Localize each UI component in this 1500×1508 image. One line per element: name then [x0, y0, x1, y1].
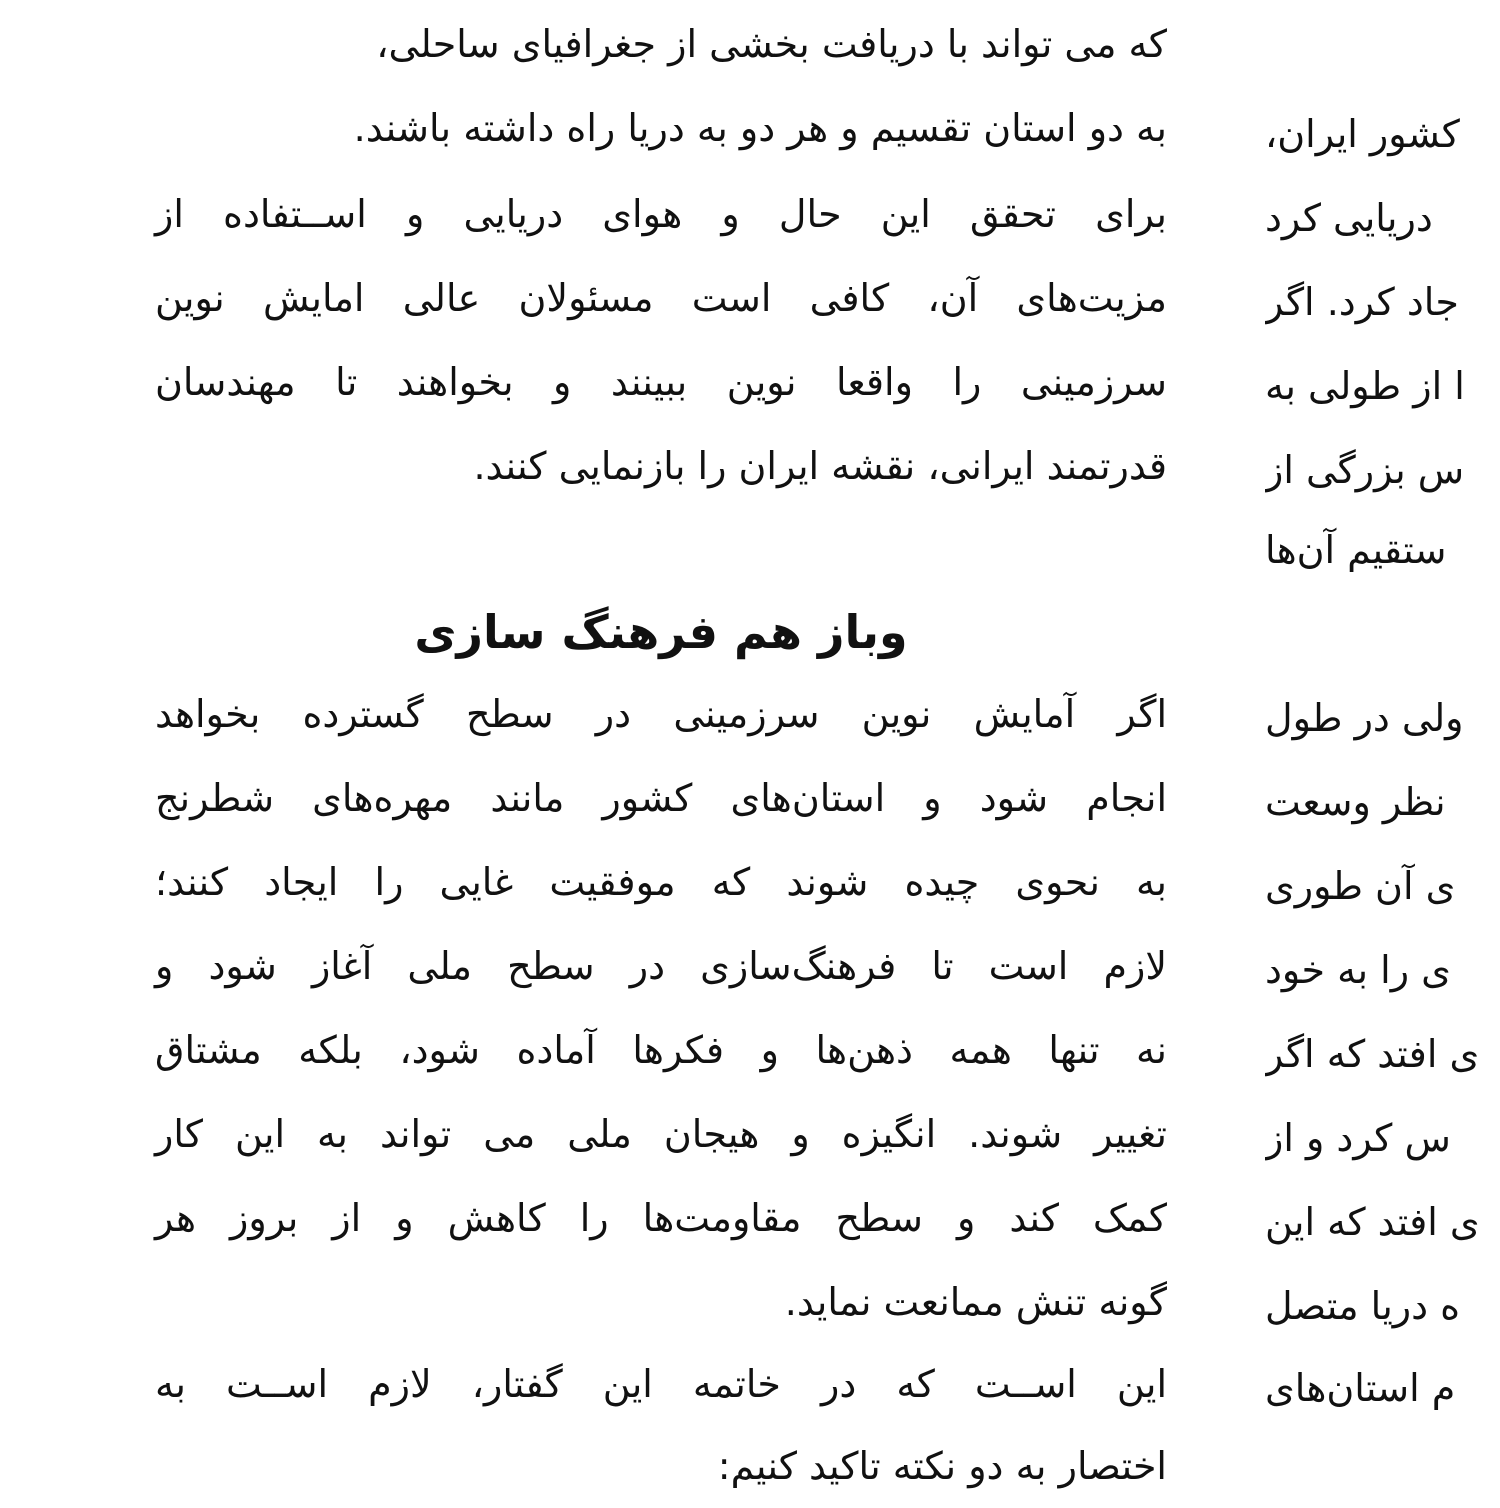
- side-column-line: ی افتد که اگر: [1265, 1032, 1480, 1076]
- side-column-line: نظر وسعت: [1265, 780, 1446, 824]
- side-column-line: کشور ایران،: [1265, 112, 1460, 156]
- paragraph-1-line: به دو استان تقسیم و هر دو به دریا راه داشته باشند.: [353, 106, 1167, 150]
- side-column-line: ولی در طول: [1265, 696, 1464, 740]
- main-text-column: [155, 0, 1167, 1500]
- paragraph-2-line: نه تنها همه ذهن‌ها و فکرها آماده شود، بلکه مشتاق: [155, 1028, 1167, 1072]
- paragraph-2-line: لازم است تا فرهنگ‌سازی در سطح ملی آغاز شود و: [155, 944, 1167, 988]
- side-column-line: ی را به خود: [1265, 948, 1451, 992]
- side-column-line: م استان‌های: [1265, 1366, 1456, 1410]
- paragraph-2-line: انجام شود و استان‌های کشور مانند مهره‌های شطرنج: [155, 776, 1167, 820]
- side-column-line: ا از طولی به: [1265, 364, 1465, 408]
- side-column-line: ی آن طوری: [1265, 864, 1456, 908]
- paragraph-2-line: به نحوی چیده شوند که موفقیت غایی را ایجاد کنند؛: [155, 860, 1167, 904]
- paragraph-1-line: قدرتمند ایرانی، نقشه ایران را بازنمایی کنند.: [473, 444, 1167, 488]
- side-column-line: س کرد و از: [1265, 1116, 1451, 1160]
- side-column-line: جاد کرد. اگر: [1265, 280, 1459, 324]
- paragraph-1-line: که می تواند با دریافت بخشی از جغرافیای ساحلی،: [376, 22, 1167, 66]
- paragraph-2-line: کمک کند و سطح مقاومت‌ها را کاهش و از بروز هر: [155, 1196, 1167, 1240]
- paragraph-3-line: این اســت که در خاتمه این گفتار، لازم اســت به: [155, 1362, 1167, 1406]
- side-column-line: ه دریا متصل: [1265, 1284, 1461, 1328]
- paragraph-1-line: سرزمینی را واقعا نوین ببینند و بخواهند تا مهندسان: [155, 360, 1167, 404]
- section-heading: وباز هم فرهنگ سازی: [414, 605, 908, 659]
- paragraph-2-line: اگر آمایش نوین سرزمینی در سطح گسترده بخواهد: [155, 692, 1167, 736]
- paragraph-3-line: اختصار به دو نکته تاکید کنیم:: [717, 1444, 1167, 1488]
- side-column-line: س بزرگی از: [1265, 448, 1465, 492]
- paragraph-1-line: برای تحقق این حال و هوای دریایی و اســتفاده از: [155, 192, 1167, 236]
- side-column-line: دریایی کرد: [1265, 196, 1433, 240]
- side-column-line: ی افتد که این: [1265, 1200, 1480, 1244]
- side-column-line: ستقیم آن‌ها: [1265, 528, 1447, 572]
- paragraph-2-line: تغییر شوند. انگیزه و هیجان ملی می تواند به این کار: [155, 1112, 1167, 1156]
- paragraph-1-line: مزیت‌های آن، کافی است مسئولان عالی امایش نوین: [155, 276, 1167, 320]
- paragraph-2-line: گونه تنش ممانعت نماید.: [784, 1280, 1167, 1324]
- side-text-column-cropped: [1265, 0, 1500, 1500]
